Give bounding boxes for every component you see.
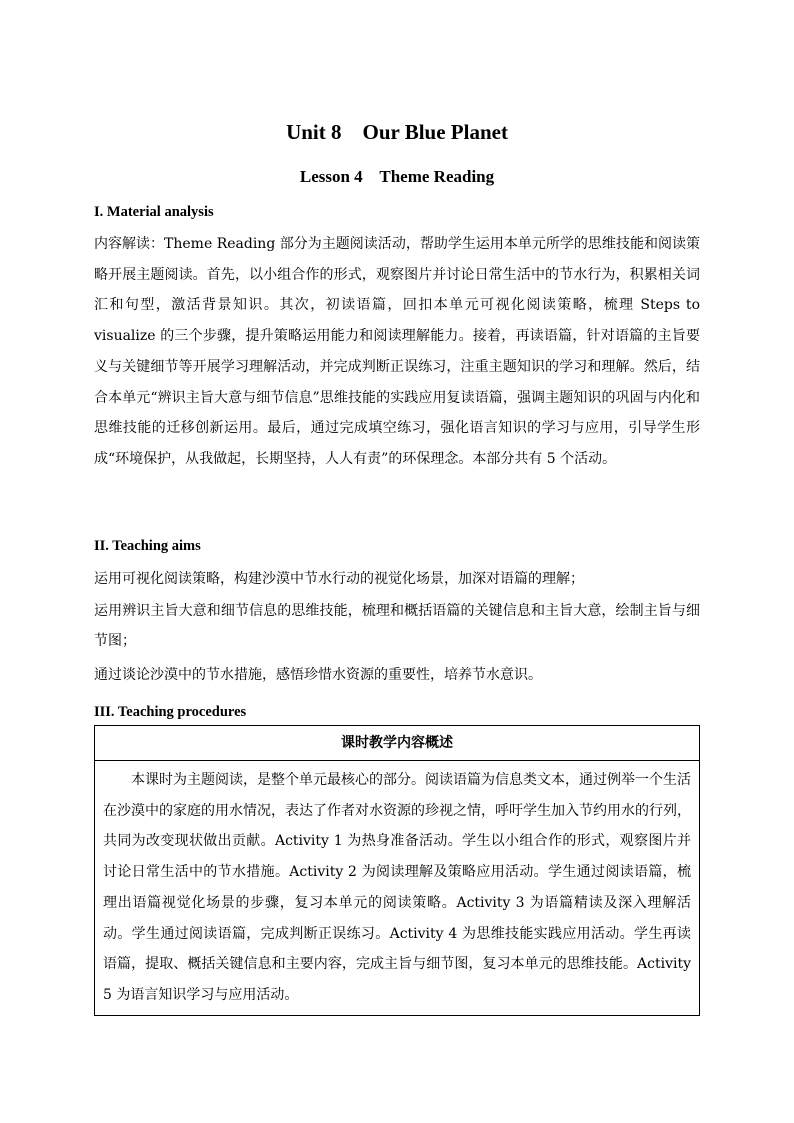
teaching-aim-3: 通过谈论沙漠中的节水措施，感悟珍惜水资源的重要性，培养节水意识。	[94, 667, 542, 683]
document-title: Unit 8 Our Blue Planet	[286, 120, 508, 144]
material-analysis-heading: I. Material analysis	[94, 204, 214, 220]
teaching-aims-heading: II. Teaching aims	[94, 538, 201, 554]
table-body-text: 本课时为主题阅读，是整个单元最核心的部分。阅读语篇为信息类文本，通过例举一个生活在沙漠中的家庭的用水情况，表达了作者对水资源的珍视之情，呼吁学生加入节约用水的行列，共同为改变现状做出贡献。Activity 1 为热身准备活动。学生以小组合作的形式，观察图片并讨论日常生活中的节水措施。Activity 2 为阅读理解及策略应用活动。学生通过阅读语篇，梳理出语篇视觉化场景的步骤，复习本单元的阅读策略。Activity 3 为语篇精读及深入理解活动。学生通过阅读语篇，完成判断正误练习。Activity 4 为思维技能实践应用活动。学生再读语篇，提取、概括关键信息和主要内容，完成主旨与细节图，复习本单元的思维技能。Activity 5 为语言知识学习与应用活动。	[103, 772, 691, 1003]
table-header: 课时教学内容概述	[95, 726, 699, 761]
teaching-aim-1: 运用可视化阅读策略，构建沙漠中节水行动的视觉化场景，加深对语篇的理解；	[94, 571, 584, 587]
teaching-aim-2: 运用辨识主旨大意和细节信息的思维技能，梳理和概括语篇的关键信息和主旨大意，绘制主旨与细节图；	[94, 603, 700, 649]
material-analysis-text: 内容解读：Theme Reading 部分为主题阅读活动，帮助学生运用本单元所学的思维技能和阅读策略开展主题阅读。首先，以小组合作的形式，观察图片并讨论日常生活中的节水行为，积累相关词汇和句型，激活背景知识。其次，初读语篇，回扣本单元可视化阅读策略，梳理 Steps to visualize 的三个步骤，提升策略运用能力和阅读理解能力。接着，再读语篇，针对语篇的主旨要义与关键细节等开展学习理解活动，并完成判断正误练习，注重主题知识的学习和理解。然后，结合本单元“辨识主旨大意与细节信息”思维技能的实践应用复读语篇，强调主题知识的巩固与内化和思维技能的迁移创新运用。最后，通过完成填空练习，强化语言知识的学习与应用，引导学生形成“环境保护，从我做起，长期坚持，人人有责”的环保理念。本部分共有 5 个活动。	[94, 236, 700, 467]
lesson-overview-table	[94, 725, 700, 1016]
lesson-subtitle: Lesson 4 Theme Reading	[299, 167, 495, 186]
teaching-procedures-heading: III. Teaching procedures	[94, 704, 247, 720]
